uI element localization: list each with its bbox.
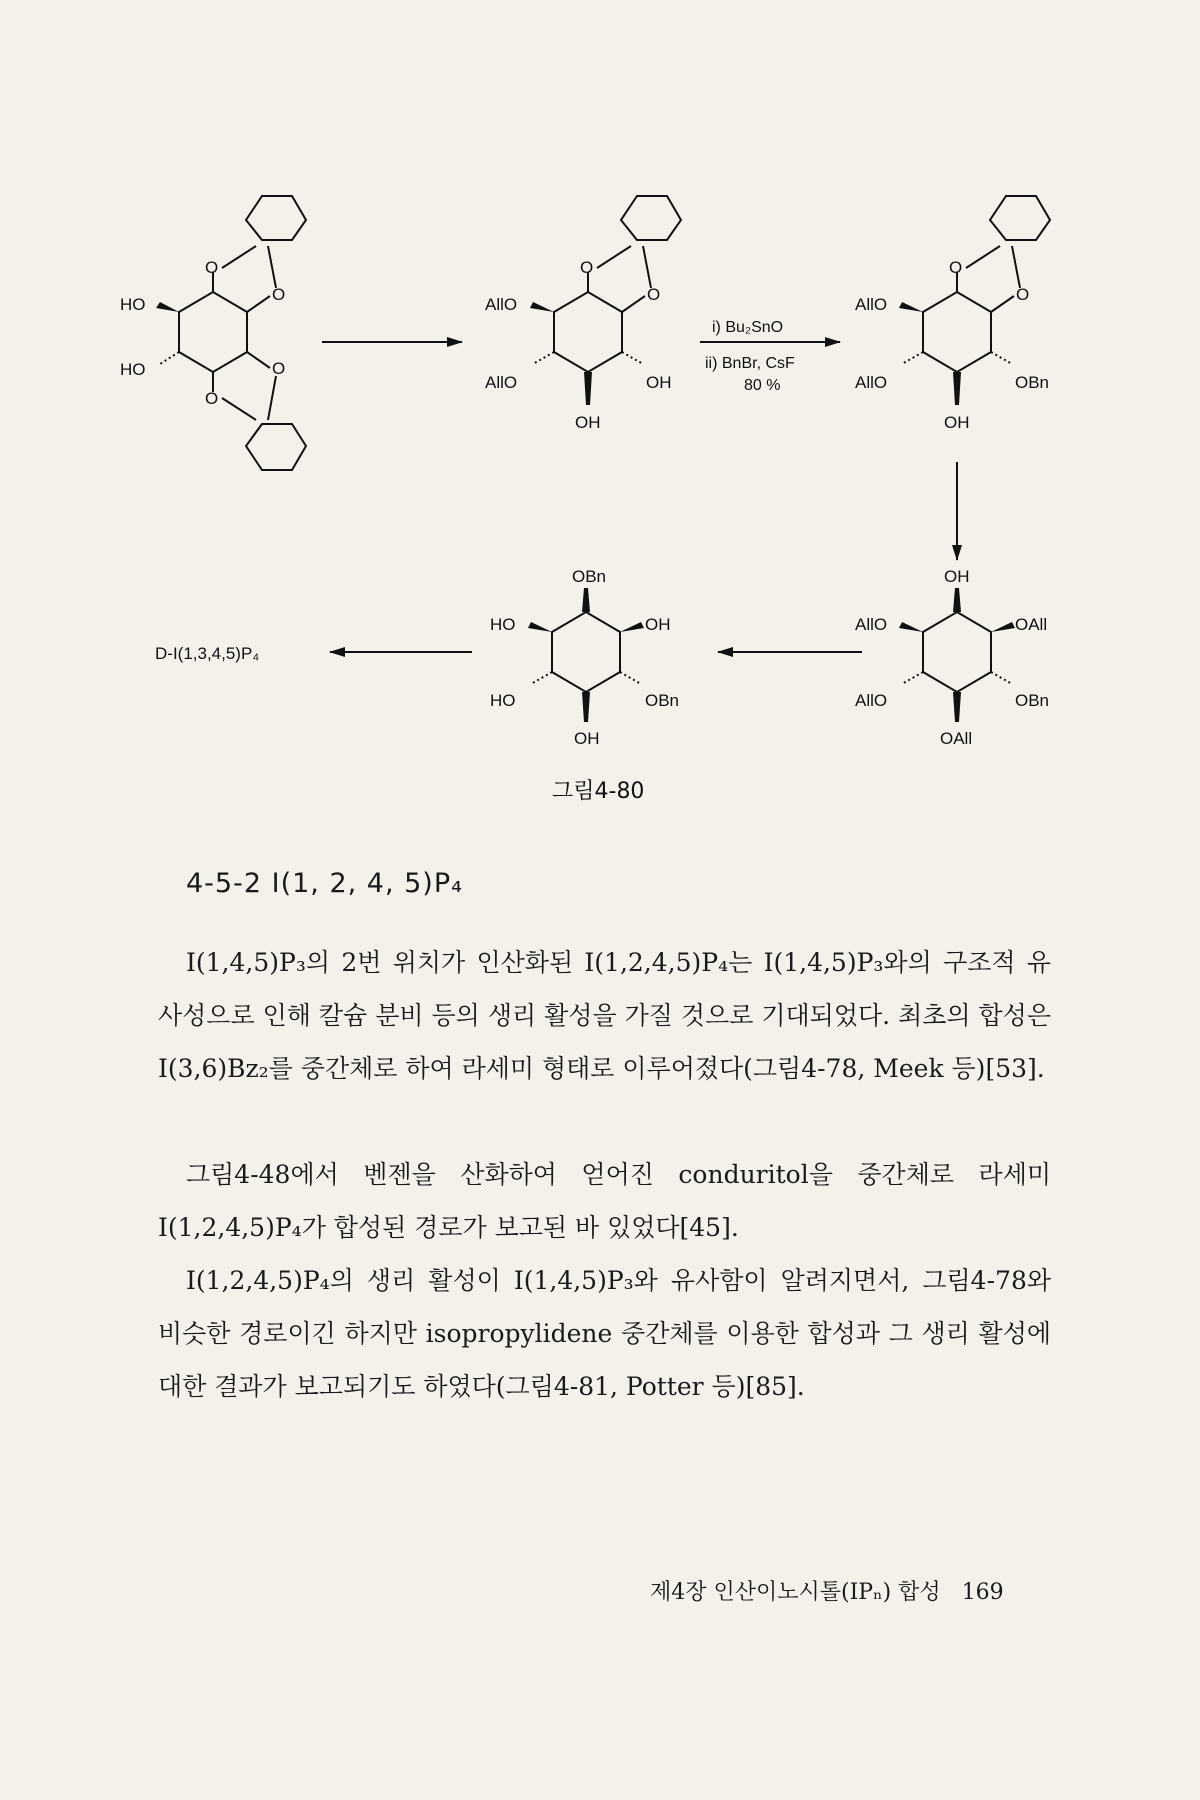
reagent-step-2: ii) BnBr, CsF [705,355,795,372]
footer-page-number: 169 [961,1580,1004,1605]
figure-caption: 그림4-80 [552,779,645,804]
c1-o3: O [272,359,286,378]
c4-oall-right: OAll [1015,615,1048,634]
compound-5 [528,588,644,722]
c2-allo-bottom: AllO [485,373,518,392]
footer-chapter: 제4장 인산이노시톨(IPₙ) 합성 [650,1580,941,1605]
reagent-step-1: i) Bu₂SnO [712,319,784,336]
c4-oall-bottom: OAll [940,729,973,748]
c1-ho-bottom: HO [120,360,146,379]
c3-allo-top: AllO [855,295,888,314]
c1-o1: O [205,258,219,277]
paragraph-1: I(1,4,5)P₃의 2번 위치가 인산화된 I(1,2,4,5)P₄는 I(1,4,5)P₃와의 구조적 유사성으로 인해 칼슘 분비 등의 생리 활성을 가질 것으로 기대되었다. 최초의 합성은 I(3,6)Bz₂를 중간체로 하여 라세미 형태로 이루어졌다(그림4-78, Meek 등)[53]. [158,948,1051,1083]
section-title: 4-5-2 I(1, 2, 4, 5)P₄ [186,868,463,899]
c5-obn-right: OBn [645,691,680,710]
c4-allo-bottom: AllO [855,691,888,710]
paragraph-2: 그림4-48에서 벤젠을 산화하여 얻어진 conduritol을 중간체로 라세미 I(1,2,4,5)P₄가 합성된 경로가 보고된 바 있었다[45]. [158,1160,1051,1242]
c4-allo-left: AllO [855,615,888,634]
c3-o2: O [1016,285,1030,304]
c5-oh-right: OH [645,615,671,634]
product-label: D-I(1,3,4,5)P₄ [155,644,260,663]
c3-allo-bottom: AllO [855,373,888,392]
reagent-yield: 80 % [744,377,781,394]
compound-1 [156,196,306,470]
c5-obn-top: OBn [572,567,607,586]
c3-oh-bottom: OH [944,413,970,432]
compound-4 [899,588,1015,722]
c2-allo-top: AllO [485,295,518,314]
c4-obn-right: OBn [1015,691,1050,710]
c5-oh-bottom: OH [574,729,600,748]
c2-oh-bottom: OH [575,413,601,432]
c2-o2: O [647,285,661,304]
c1-o4: O [205,389,219,408]
reaction-scheme [0,0,1200,820]
page-footer [650,1575,1004,1606]
c3-o1: O [949,258,963,277]
c5-ho-left: HO [490,615,516,634]
c1-o2: O [272,285,286,304]
c3-obn-right: OBn [1015,373,1050,392]
c1-ho-top: HO [120,295,146,314]
paragraph-3: I(1,2,4,5)P₄의 생리 활성이 I(1,4,5)P₃와 유사함이 알려지면서, 그림4-78와 비슷한 경로이긴 하지만 isopropylidene 중간체를 이용한 합성과 그 생리 활성에 대한 결과가 보고되기도 하였다(그림4-81, Potter 등)[85]. [158,1266,1051,1401]
c2-o1: O [580,258,594,277]
c2-oh-right: OH [646,373,672,392]
c5-ho-bottom: HO [490,691,516,710]
c4-oh-top: OH [944,567,970,586]
